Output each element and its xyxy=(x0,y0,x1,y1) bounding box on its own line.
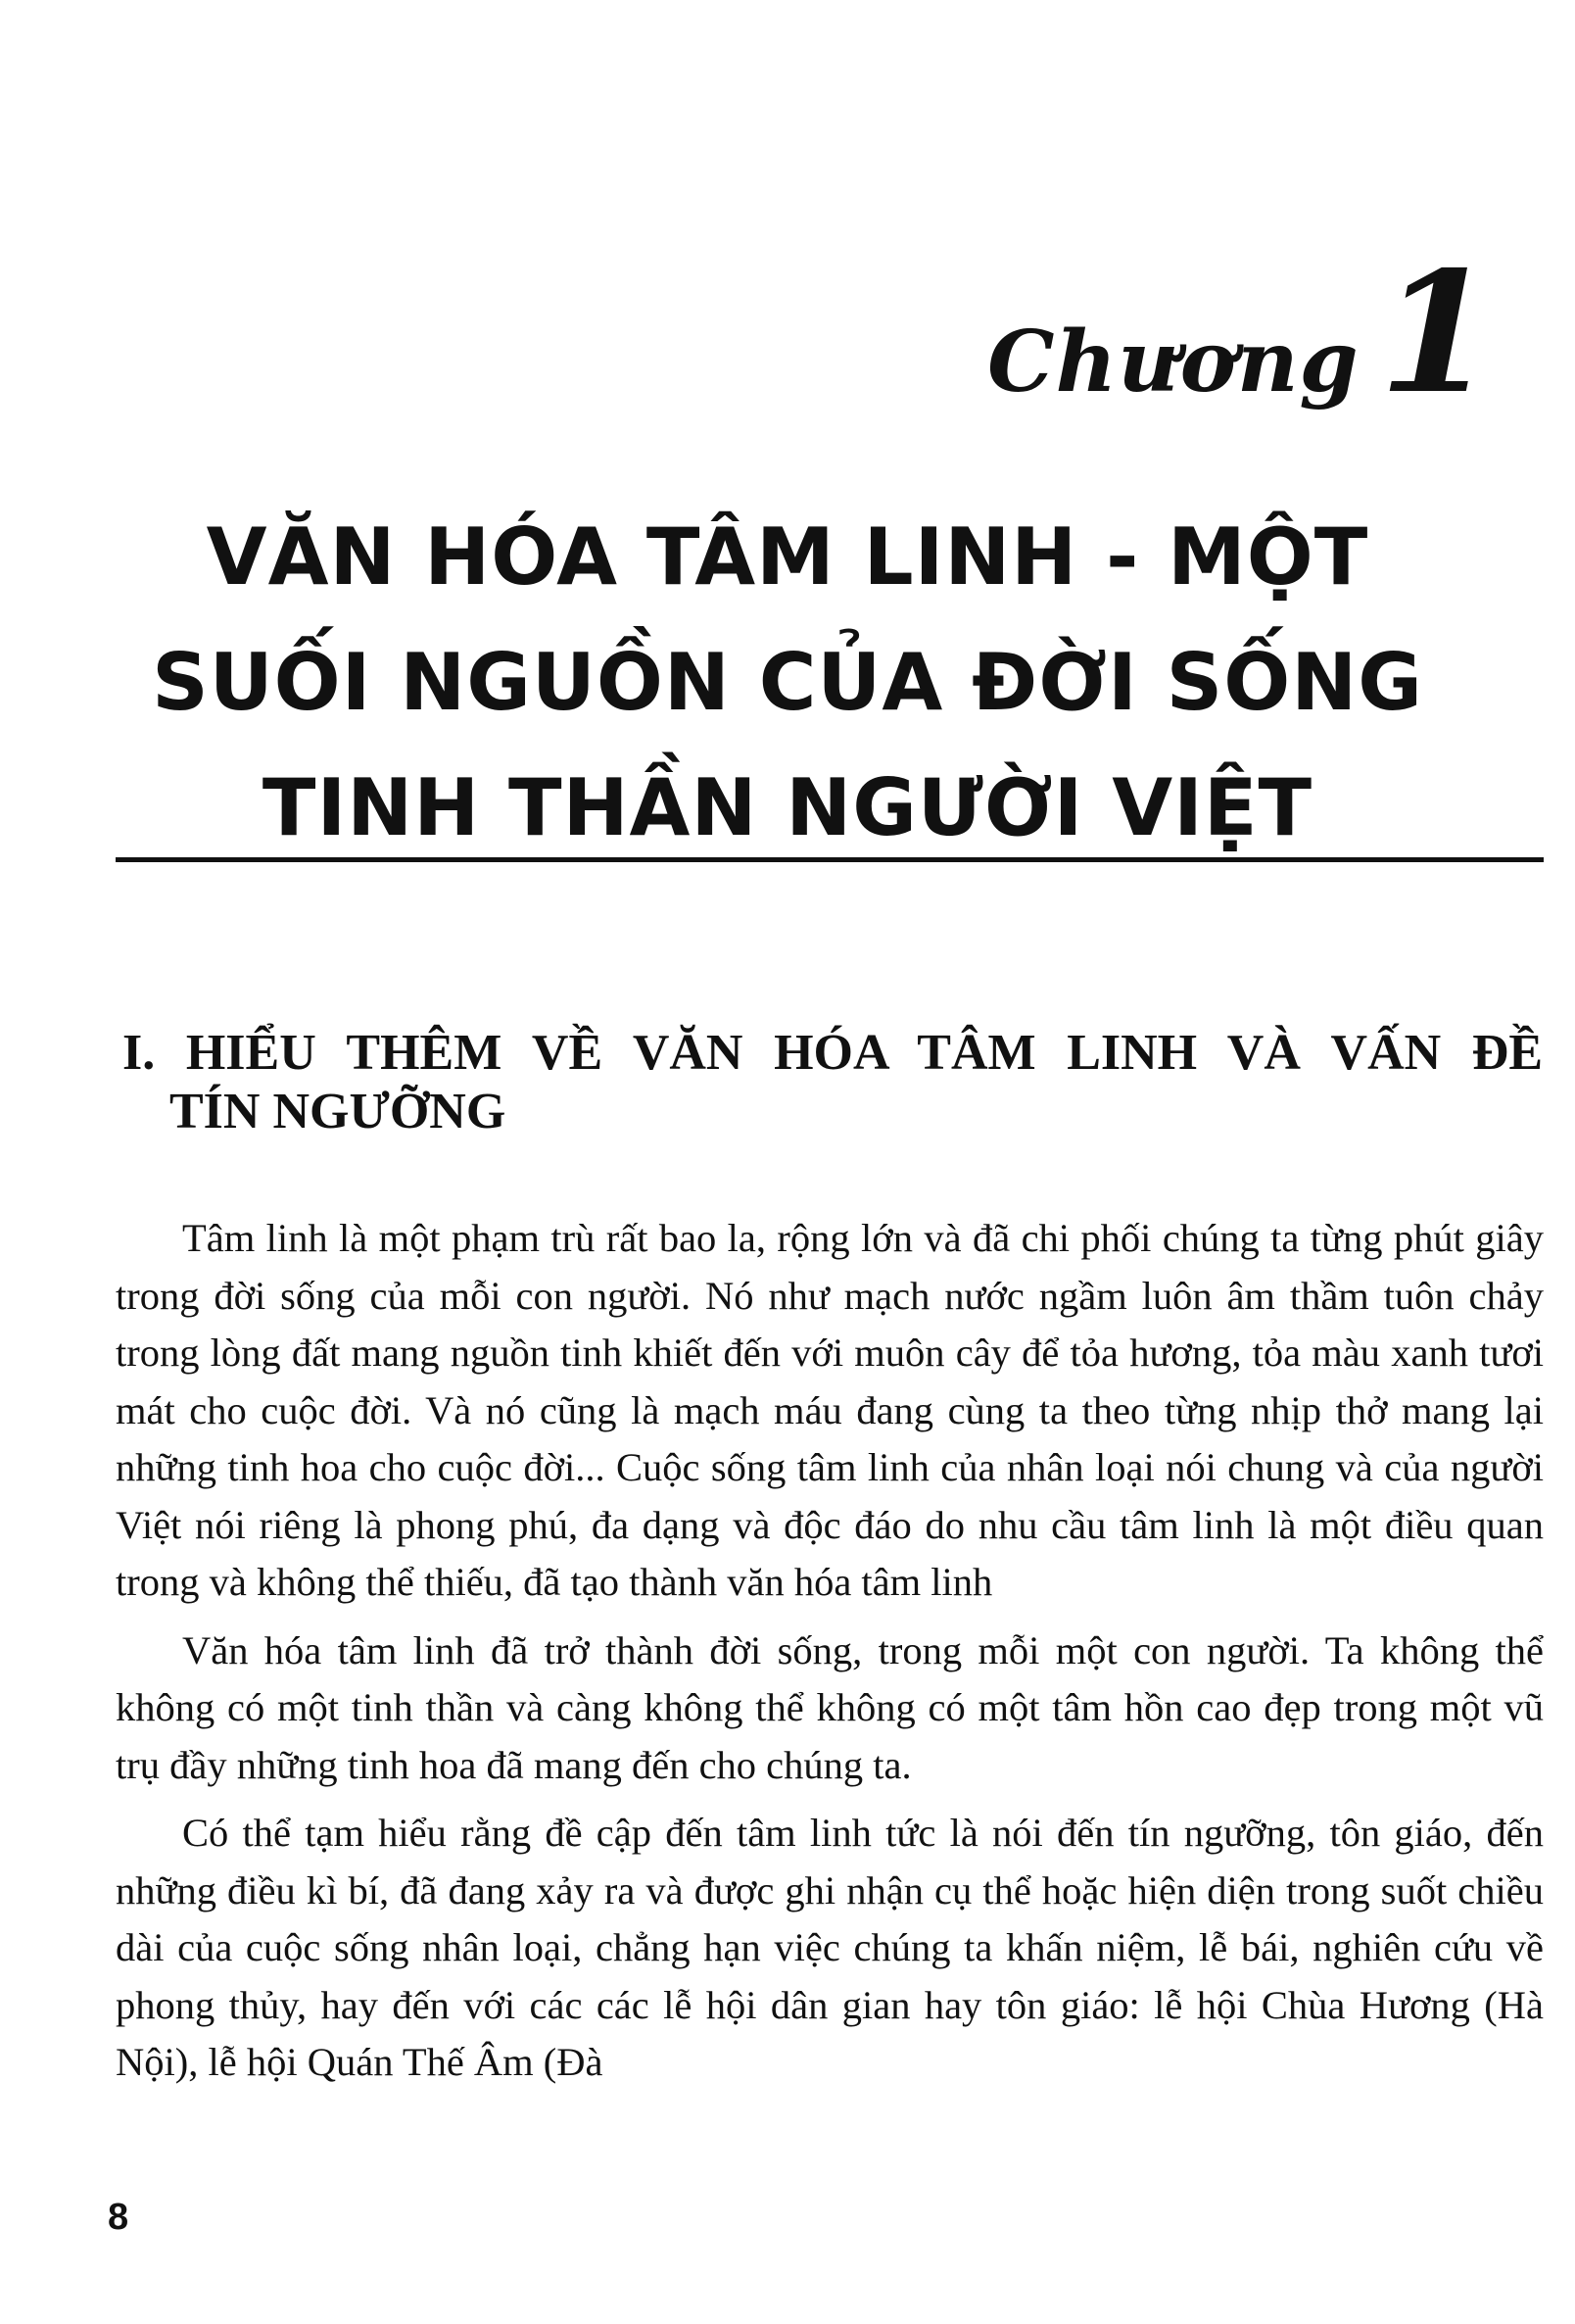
paragraph: Có thể tạm hiểu rằng đề cập đến tâm linh tức là nói đến tín ngưỡng, tôn giáo, đến những điều kì bí, đã đang xảy ra và được ghi nhận cụ thể hoặc hiện diện trong suốt chiều dài của cuộc sống nhân loại, chẳng hạn việc chúng ta khấn niệm, lễ bái, nghiên cứu về phong thủy, hay đến với các các lễ hội dân gian hay tôn giáo: lễ hội Chùa Hương (Hà Nội), lễ hội Quán Thế Âm (Đà xyxy=(116,1811,1544,2084)
chapter-title-line: SUỐI NGUỒN CỦA ĐỜI SỐNG xyxy=(152,637,1423,728)
chapter-title-line: VĂN HÓA TÂM LINH - MỘT xyxy=(206,511,1369,603)
section-heading-line: I. HIỂU THÊM VỀ VĂN HÓA TÂM LINH VÀ VẤN ĐỀ xyxy=(122,1025,1543,1081)
page-number: 8 xyxy=(108,2197,129,2238)
chapter-title-line: TINH THẦN NGƯỜI VIỆT xyxy=(262,762,1313,853)
chapter-title xyxy=(0,495,1575,871)
paragraph: Tâm linh là một phạm trù rất bao la, rộng lớn và đã chi phối chúng ta từng phút giây trong đời sống của mỗi con người. Nó như mạch nước ngầm luôn âm thầm tuôn chảy trong lòng đất mang nguồn tinh khiết đến với muôn cây để tỏa hương, tỏa màu xanh tươi mát cho cuộc đời. Và nó cũng là mạch máu đang cùng ta theo từng nhịp thở mang lại những tinh hoa cho cuộc đời... Cuộc sống tâm linh của nhân loại nói chung và của người Việt nói riêng là phong phú, đa dạng và độc đáo do nhu cầu tâm linh là một điều quan trong và không thể thiếu, đã tạo thành văn hóa tâm linh xyxy=(116,1216,1544,1604)
chapter-number: 1 xyxy=(1378,235,1495,431)
section-heading xyxy=(122,1024,1543,1141)
title-divider xyxy=(116,857,1544,862)
chapter-word: Chương xyxy=(987,313,1360,412)
chapter-label xyxy=(987,235,1495,431)
body-text xyxy=(116,1210,1544,2103)
paragraph: Văn hóa tâm linh đã trở thành đời sống, trong mỗi một con người. Ta không thể không có một tinh thần và càng không thể không có một tâm hồn cao đẹp trong một vũ trụ đầy những tinh hoa đã mang đến cho chúng ta. xyxy=(116,1627,1544,1787)
section-heading-line: TÍN NGƯỠNG xyxy=(169,1084,506,1139)
